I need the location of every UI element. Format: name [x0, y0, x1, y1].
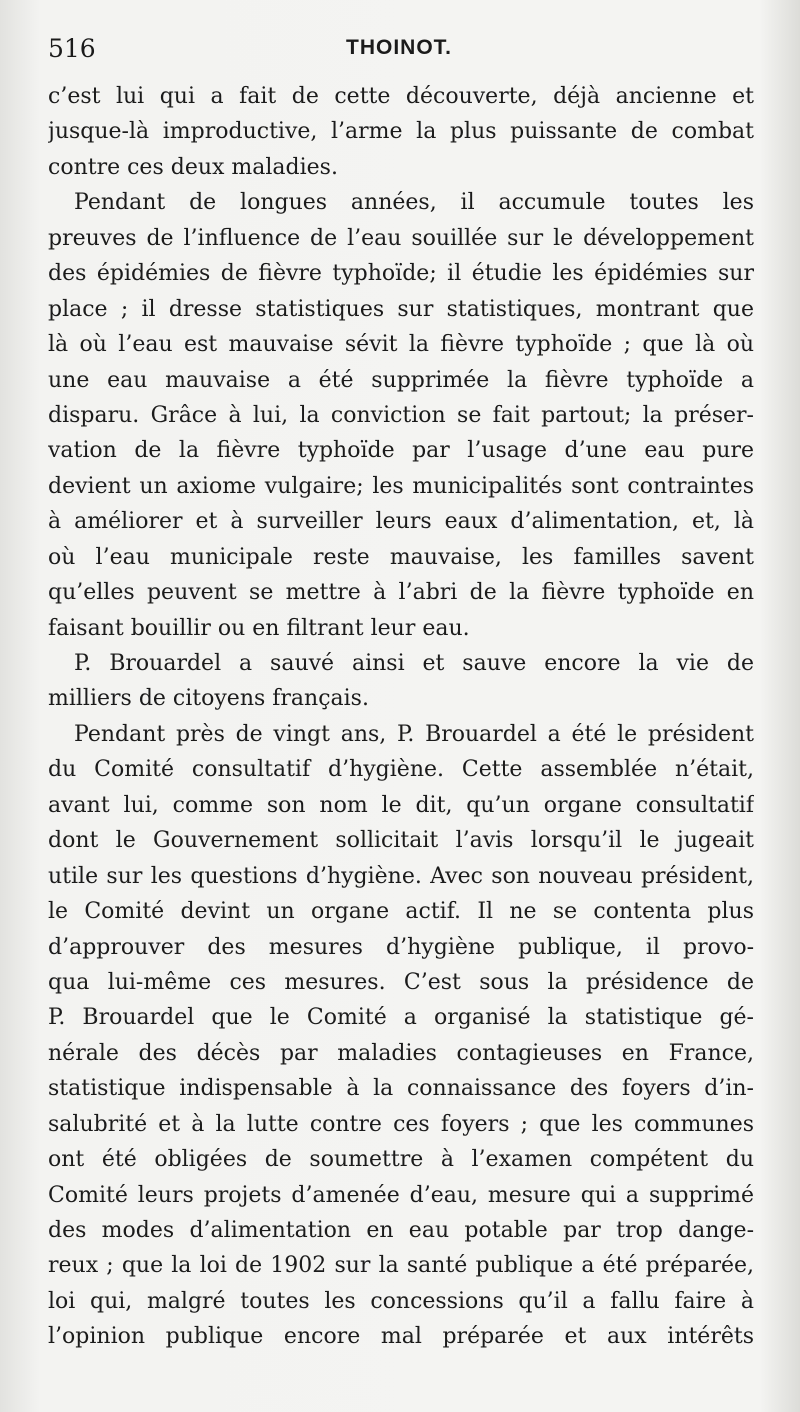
text-line: preuves de l’influence de l’eau souillée sur le développement — [48, 225, 754, 251]
text-line: reux ; que la loi de 1902 sur la santé publique a été préparée, — [48, 1253, 754, 1279]
text-line: des modes d’alimentation en eau potable par trop dange- — [48, 1218, 754, 1243]
text-line: qu’elles peuvent se mettre à l’abri de la fièvre typhoïde en — [48, 580, 754, 606]
text-line: dont le Gouvernement sollicitait l’avis lorsqu’il le jugeait — [48, 828, 754, 854]
text-line: loi qui, malgré toutes les concessions qu’il a fallu faire à — [48, 1288, 754, 1314]
text-line: salubrité et à la lutte contre ces foyers ; que les communes — [48, 1111, 754, 1137]
text-line: le Comité devint un organe actif. Il ne se contenta plus — [48, 899, 754, 925]
text-line: du Comité consultatif d’hygiène. Cette assemblée n’était, — [48, 757, 754, 783]
text-line: avant lui, comme son nom le dit, qu’un organe consultatif — [48, 792, 754, 818]
text-line: P. Brouardel que le Comité a organisé la statistique gé- — [48, 1005, 754, 1031]
page-header — [48, 34, 756, 68]
text-line: c’est lui qui a fait de cette découverte, déjà ancienne et — [48, 84, 754, 109]
text-line: statistique indispensable à la connaissance des foyers d’in- — [48, 1076, 754, 1102]
text-line: vation de la fièvre typhoïde par l’usage d’une eau pure — [48, 438, 754, 464]
text-line: des épidémies de fièvre typhoïde; il étudie les épidémies sur — [48, 261, 754, 287]
text-line: contre ces deux maladies. — [48, 154, 338, 180]
text-line: disparu. Grâce à lui, la conviction se fait partout; la préser- — [48, 402, 754, 428]
text-line: utile sur les questions d’hygiène. Avec son nouveau président, — [48, 863, 754, 889]
text-line: à améliorer et à surveiller leurs eaux d’alimentation, et, là — [48, 509, 754, 535]
text-line: Pendant près de vingt ans, P. Brouardel a été le président — [74, 721, 754, 747]
text-line: une eau mauvaise a été supprimée la fièvre typhoïde a — [48, 367, 754, 393]
text-line: place ; il dresse statistiques sur statistiques, montrant que — [48, 296, 754, 322]
text-line: ont été obligées de soumettre à l’examen compétent du — [48, 1147, 754, 1173]
page-number: 516 — [48, 34, 96, 63]
text-line: d’approuver des mesures d’hygiène publique, il provo- — [48, 934, 754, 960]
text-line: où l’eau municipale reste mauvaise, les familles savent — [48, 544, 754, 570]
text-line: l’opinion publique encore mal préparée et aux intérêts — [48, 1324, 754, 1350]
text-line: nérale des décès par maladies contagieuses en France, — [48, 1040, 754, 1066]
text-line: P. Brouardel a sauvé ainsi et sauve encore la vie de — [74, 651, 754, 676]
text-line: qua lui-même ces mesures. C’est sous la présidence de — [48, 969, 754, 995]
text-line: là où l’eau est mauvaise sévit la fièvre typhoïde ; que là où — [48, 332, 754, 358]
text-line: jusque-là improductive, l’arme la plus puissante de combat — [48, 119, 754, 145]
text-line: milliers de citoyens français. — [48, 686, 369, 712]
running-head: THOINOT. — [346, 36, 452, 59]
text-line: Pendant de longues années, il accumule toutes les — [74, 190, 754, 216]
text-line: faisant bouillir ou en filtrant leur eau. — [48, 615, 470, 641]
text-line: Comité leurs projets d’amenée d’eau, mesure qui a supprimé — [48, 1182, 754, 1208]
text-line: devient un axiome vulgaire; les municipalités sont contraintes — [48, 473, 754, 499]
body-text — [48, 79, 754, 1355]
